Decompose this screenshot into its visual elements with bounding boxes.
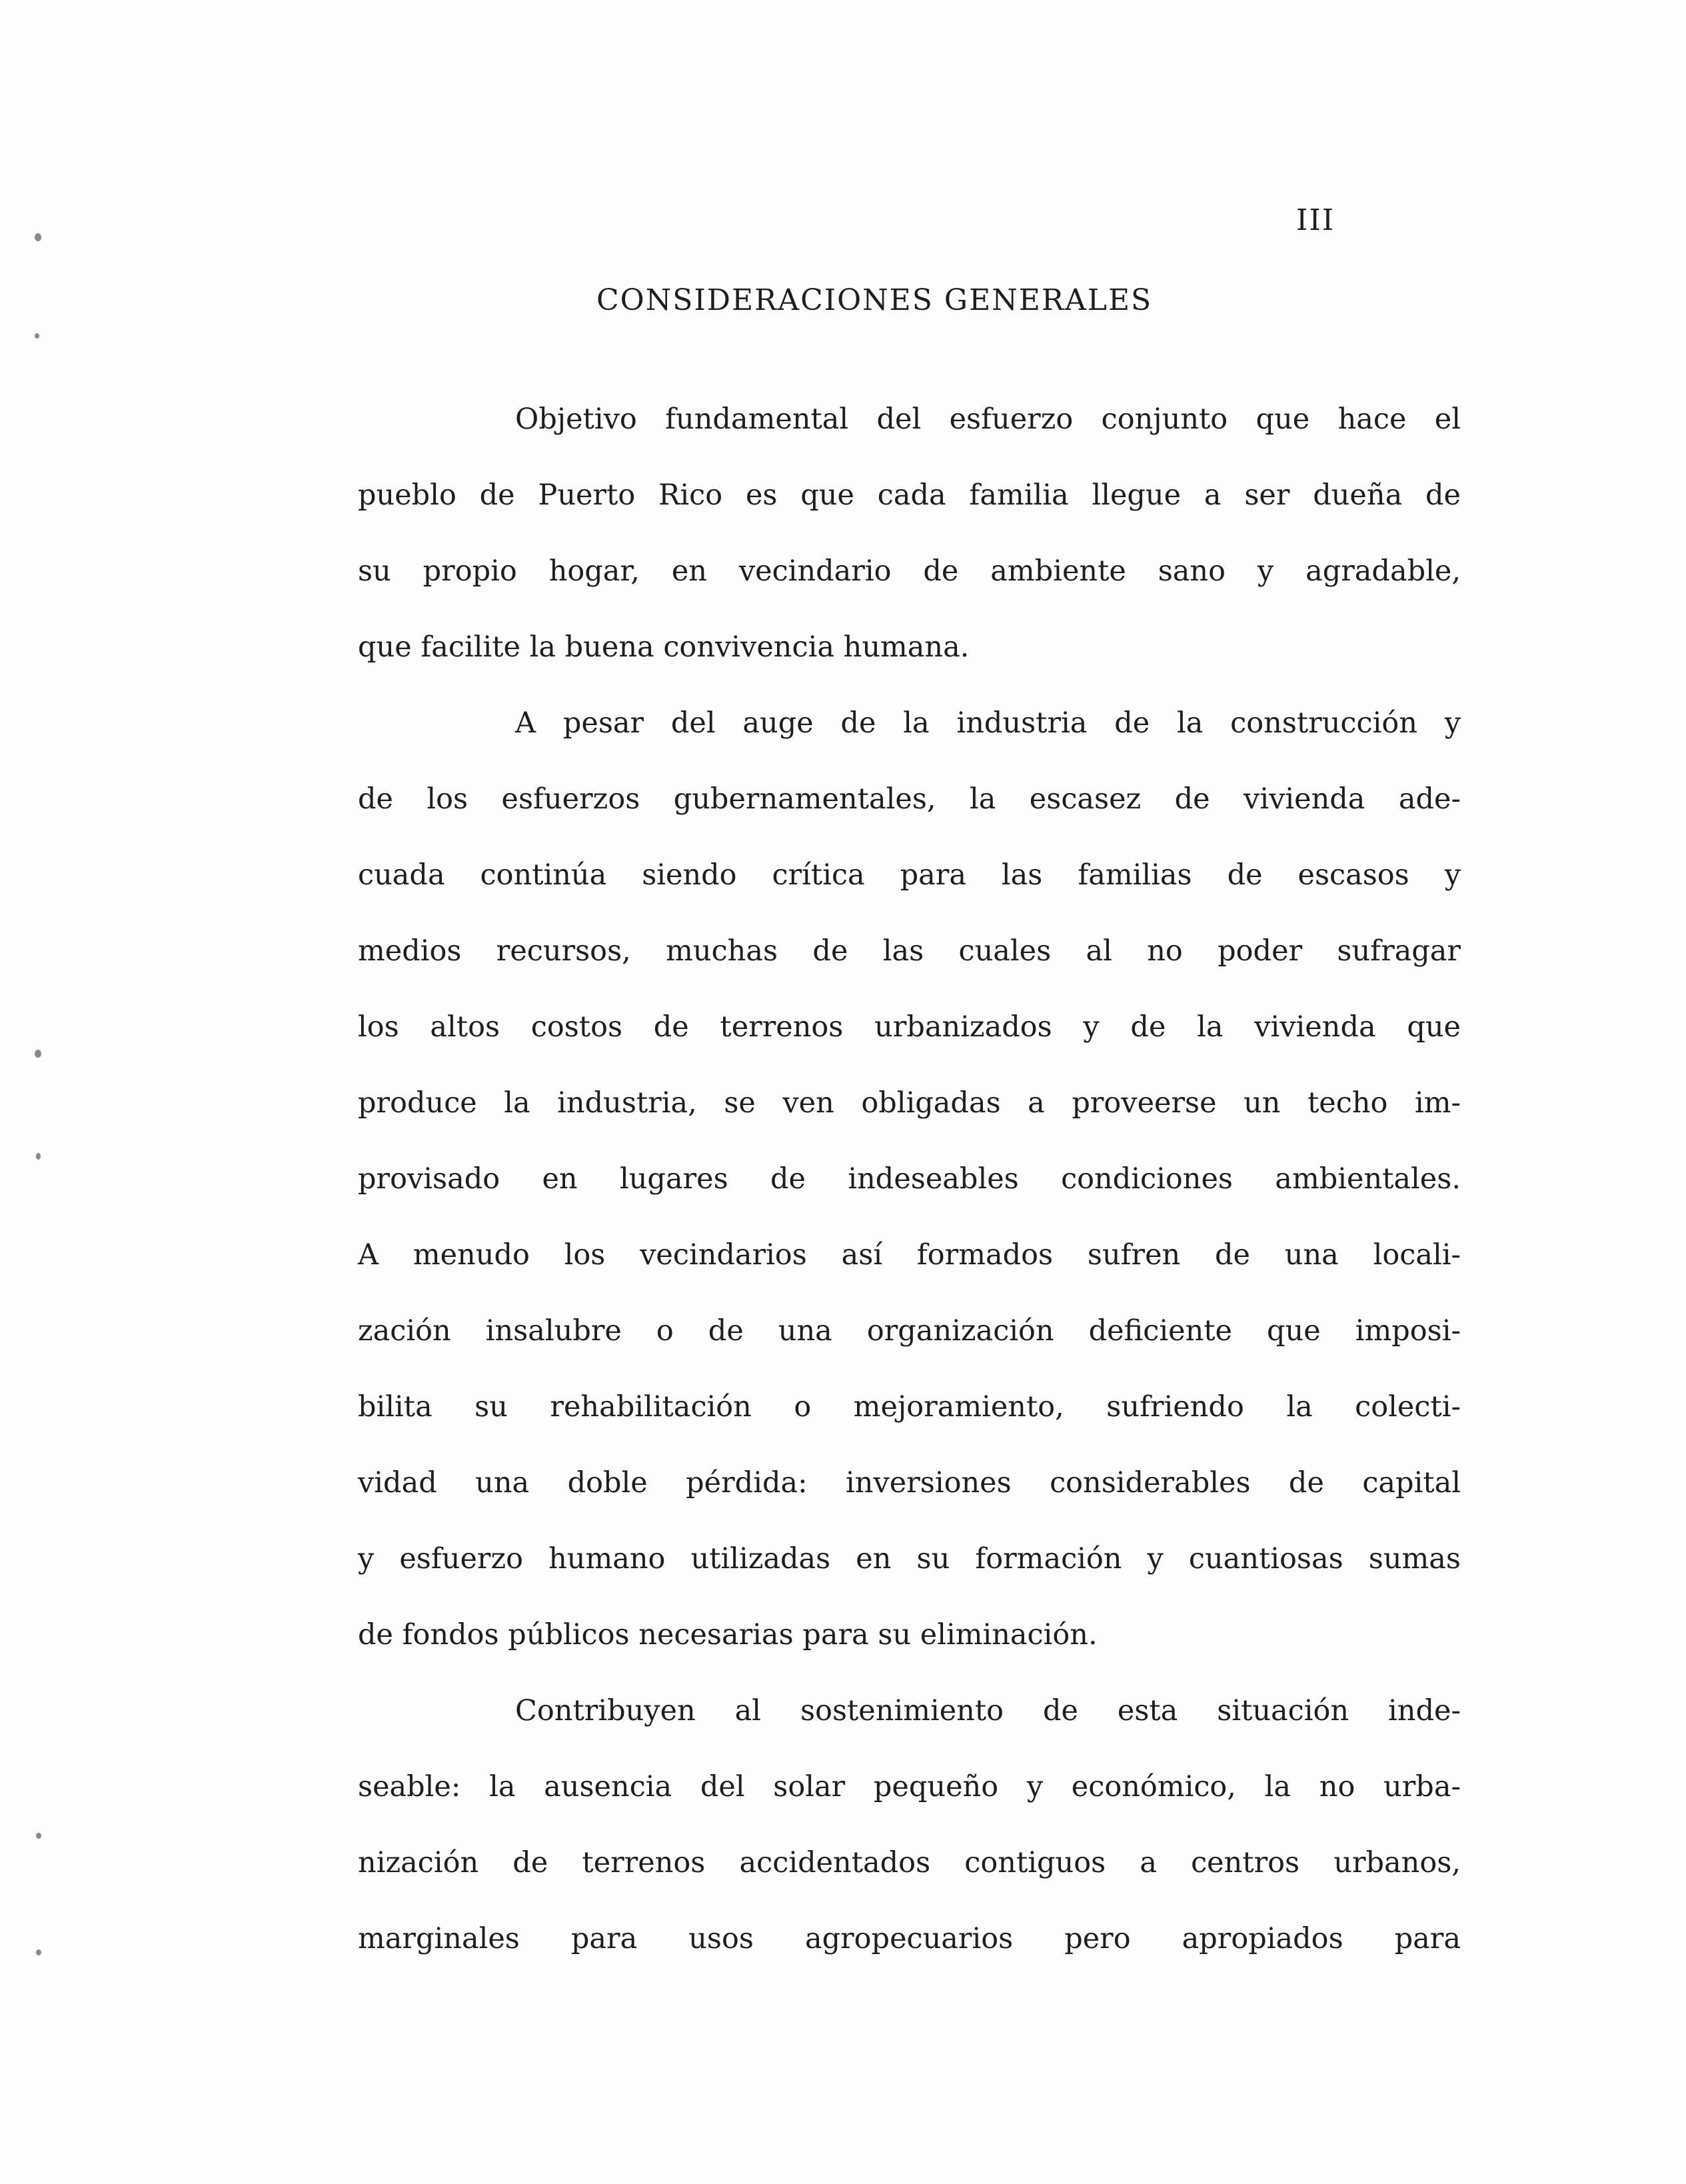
scan-speck xyxy=(35,233,41,241)
text-line: zación insalubre o de una organización deficiente que imposi- xyxy=(358,1314,1461,1348)
body-text xyxy=(358,398,1461,1993)
text-line: de los esfuerzos gubernamentales, la escasez de vivienda ade- xyxy=(358,782,1461,816)
text-line: que facilite la buena convivencia humana. xyxy=(358,630,970,664)
text-line: su propio hogar, en vecindario de ambiente sano y agradable, xyxy=(358,554,1461,588)
text-line: provisado en lugares de indeseables condiciones ambientales. xyxy=(358,1162,1461,1196)
scan-speck xyxy=(35,333,39,339)
text-line: cuada continúa siendo crítica para las familias de escasos y xyxy=(358,858,1461,892)
text-line: A menudo los vecindarios así formados sufren de una locali- xyxy=(358,1238,1461,1272)
scan-speck xyxy=(36,1153,41,1160)
text-line: de fondos públicos necesarias para su eliminación. xyxy=(358,1618,1098,1651)
page-number: III xyxy=(1296,203,1335,237)
scan-speck xyxy=(36,1949,41,1955)
text-line: bilita su rehabilitación o mejoramiento, sufriendo la colecti- xyxy=(358,1390,1461,1424)
scan-speck xyxy=(35,1050,41,1058)
text-line: Contribuyen al sostenimiento de esta situación inde- xyxy=(515,1694,1461,1727)
text-line: marginales para usos agropecuarios pero apropiados para xyxy=(358,1922,1461,1955)
text-line: A pesar del auge de la industria de la construcción y xyxy=(515,706,1461,740)
text-line: los altos costos de terrenos urbanizados y de la vivienda que xyxy=(358,1010,1461,1044)
text-line: pueblo de Puerto Rico es que cada familia llegue a ser dueña de xyxy=(358,479,1461,512)
page-title: CONSIDERACIONES GENERALES xyxy=(596,283,1153,317)
text-line: y esfuerzo humano utilizadas en su formación y cuantiosas sumas xyxy=(358,1542,1461,1576)
text-line: produce la industria, se ven obligadas a proveerse un techo im- xyxy=(358,1086,1461,1120)
text-line: Objetivo fundamental del esfuerzo conjunto que hace el xyxy=(515,403,1461,436)
text-line: vidad una doble pérdida: inversiones considerables de capital xyxy=(358,1466,1461,1500)
scan-speck xyxy=(36,1833,41,1839)
text-line: nización de terrenos accidentados contiguos a centros urbanos, xyxy=(358,1846,1461,1879)
text-line: medios recursos, muchas de las cuales al no poder sufragar xyxy=(358,934,1461,968)
text-line: seable: la ausencia del solar pequeño y económico, la no urba- xyxy=(358,1770,1461,1803)
